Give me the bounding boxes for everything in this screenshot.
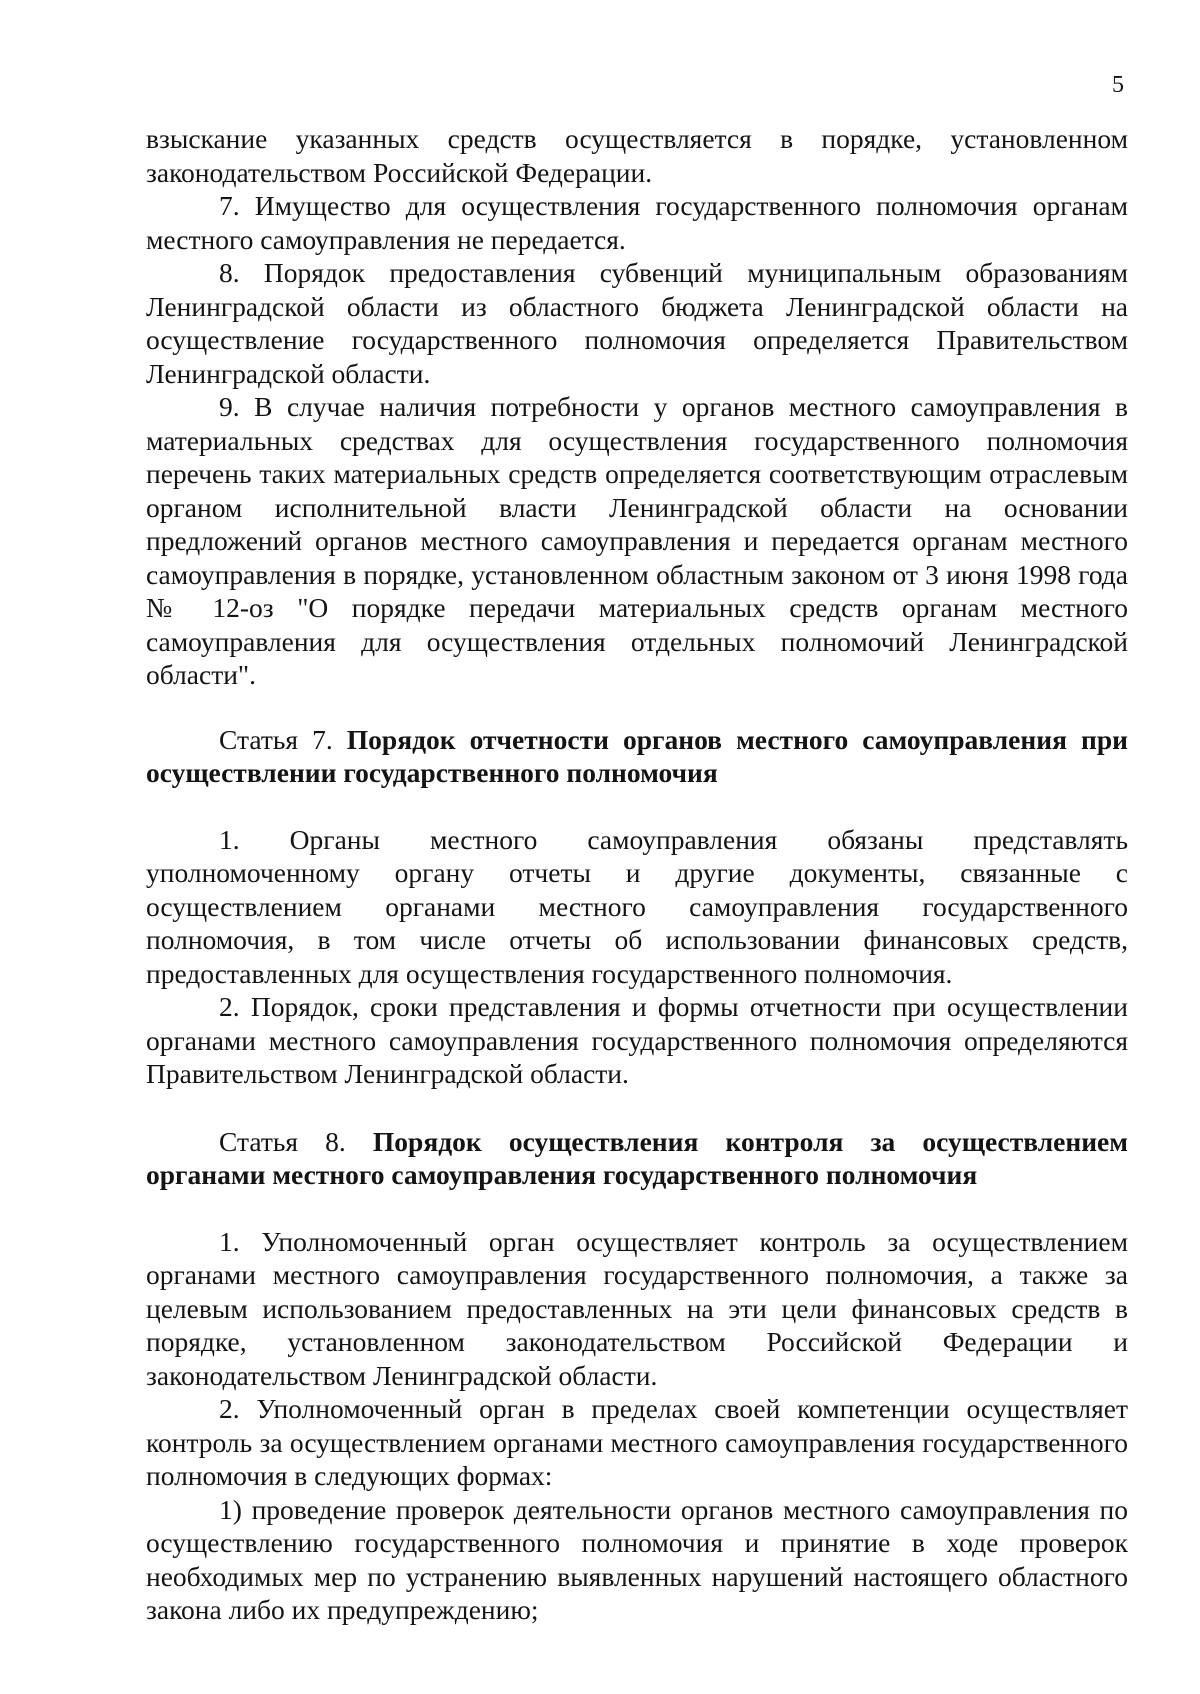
article-8-title: Порядок осуществления контроля за осуществлением органами местного самоуправления государственного полномочия xyxy=(146,1125,1128,1190)
paragraph-item-9: 9. В случае наличия потребности у органов местного самоуправления в материальных средствах для осуществления государственного полномочия перечень таких материальных средств определяется соответствующим отраслевым органом исполнительной власти Ленинградской области на основании предложений органов местного самоуправления и передается органам местного самоуправления в порядке, установленном областным законом от 3 июня 1998 года № 12-оз "О порядке передачи материальных средств органам местного самоуправления для осуществления отдельных полномочий Ленинградской области". xyxy=(146,391,1128,690)
paragraph-item-8: 8. Порядок предоставления субвенций муниципальным образованиям Ленинградской области из областного бюджета Ленинградской области на осуществление государственного полномочия определяется Правительством Ленинградской области. xyxy=(146,257,1128,389)
article-7-title: Порядок отчетности органов местного самоуправления при осуществлении государственного полномочия xyxy=(146,723,1128,788)
document-body xyxy=(146,122,1128,1627)
paragraph-continuation: взыскание указанных средств осуществляется в порядке, установленном законодательством Российской Федерации. xyxy=(146,123,1128,188)
article-7-heading xyxy=(146,723,1128,790)
article-8-subitem-1: 1) проведение проверок деятельности органов местного самоуправления по осуществлению государственного полномочия и принятие в ходе проверок необходимых мер по устранению выявленных нарушений настоящего областного закона либо их предупреждению; xyxy=(146,1493,1128,1625)
article-7-paragraph-1: 1. Органы местного самоуправления обязаны представлять уполномоченному органу отчеты и другие документы, связанные с осуществлением органами местного самоуправления государственного полномочия, в том числе отчеты об использовании финансовых средств, предоставленных для осуществления государственного полномочия. xyxy=(146,823,1128,989)
paragraph-item-7: 7. Имущество для осуществления государственного полномочия органам местного самоуправления не передается. xyxy=(146,190,1128,255)
article-7-paragraph-2: 2. Порядок, сроки представления и формы отчетности при осуществлении органами местного самоуправления государственного полномочия определяются Правительством Ленинградской области. xyxy=(146,991,1128,1089)
article-8-paragraph-2: 2. Уполномоченный орган в пределах своей компетенции осуществляет контроль за осуществлением органами местного самоуправления государственного полномочия в следующих формах: xyxy=(146,1393,1128,1491)
article-8-paragraph-1: 1. Уполномоченный орган осуществляет контроль за осуществлением органами местного самоуправления государственного полномочия, а также за целевым использованием предоставленных на эти цели финансовых средств в порядке, установленном законодательством Российской Федерации и законодательством Ленинградской области. xyxy=(146,1225,1128,1391)
article-7-label: Статья 7. xyxy=(219,723,333,755)
article-8-label: Статья 8. xyxy=(219,1125,346,1157)
page-number: 5 xyxy=(1112,72,1124,98)
article-8-heading xyxy=(146,1125,1128,1192)
